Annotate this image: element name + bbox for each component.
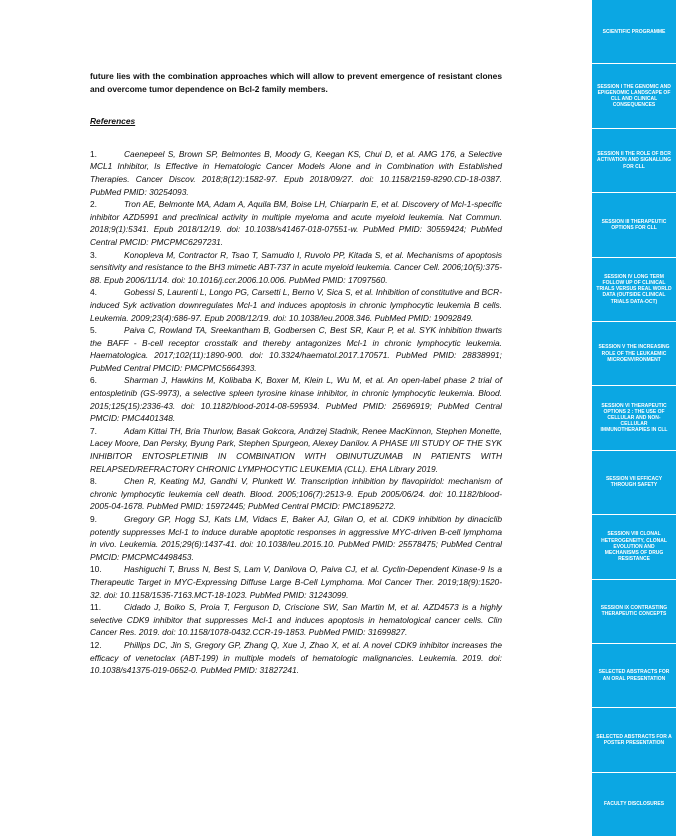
nav-session-5[interactable]: SESSION V THE INCREASING ROLE OF THE LEUKAEMIC MICROENVIRONMENT — [592, 322, 676, 386]
reference-text: Cidado J, Boiko S, Proia T, Ferguson D, Criscione SW, San Martin M, et al. AZD4573 is a highly selective CDK9 inhibitor that suppresses Mcl-1 and induces apoptosis in hematological cancer cells. Clin Cancer Res. 2019. doi: 10.1158/1078-0432.CCR-19-1853. PubMed PMID: 31699827. — [90, 602, 502, 638]
nav-faculty-disclosures[interactable]: FACULTY DISCLOSURES — [592, 773, 676, 836]
reference-number: 9. — [90, 514, 97, 524]
nav-session-6[interactable]: SESSION VI THERAPEUTIC OPTIONS 2 : THE USE OF CELLULAR AND NON-CELLULAR IMMUNOTHERAPIES IN CLL — [592, 386, 676, 450]
nav-session-4[interactable]: SESSION IV LONG TERM FOLLOW UP OF CLINICAL TRIALS VERSUS REAL WORLD DATA (OUTSIDE CLINICAL TRIALS DATA-OCT) — [592, 258, 676, 322]
reference-item — [90, 286, 502, 324]
reference-number: 5. — [90, 325, 97, 336]
reference-text: Hashiguchi T, Bruss N, Best S, Lam V, Danilova O, Paiva CJ, et al. Cyclin-Dependent Kinase-9 Is a Therapeutic Target in MYC-Expressing Diffuse Large B-Cell Lymphoma. Mol Cancer Ther. 2019;18(9):1520-32. doi: 10.1158/1535-7163.MCT-18-1023. PubMed PMID: 31243099. — [90, 564, 502, 600]
nav-session-7[interactable]: SESSION VII EFFICACY THROUGH SAFETY — [592, 451, 676, 515]
nav-session-8[interactable]: SESSION VIII CLONAL HETEROGENEITY, CLONAL EVOLUTION AND MECHANISMS OF DRUG RESISTANCE — [592, 515, 676, 579]
nav-session-1[interactable]: SESSION I THE GENOMIC AND EPIGENOMIC LANDSCAPE OF CLL AND CLINICAL CONSEQUENCES — [592, 64, 676, 128]
reference-item — [90, 601, 502, 639]
reference-number: 2. — [90, 199, 97, 210]
references-heading: References — [90, 116, 136, 127]
reference-text: Caenepeel S, Brown SP, Belmontes B, Moody G, Keegan KS, Chui D, et al. AMG 176, a Selective MCL1 Inhibitor, Is Effective in Hematologic Cancer Models Alone and in Combination with Established Therapies. Cancer Discov. 2018;8(12):1582-97. Epub 2018/09/27. doi: 10.1158/2159-8290.CD-18-0387. PubMed PMID: 30254093. — [90, 148, 502, 197]
nav-session-9[interactable]: SESSION IX CONTRASTING THERAPEUTIC CONCEPTS — [592, 580, 676, 644]
reference-item — [90, 639, 502, 677]
reference-item — [90, 249, 502, 287]
reference-text: Sharman J, Hawkins M, Kolibaba K, Boxer M, Klein L, Wu M, et al. An open-label phase 2 trial of entospletinib (GS-9973), a selective spleen tyrosine kinase inhibitor, in chronic lymphocytic leukemia. Blood. 2015;125(15):2336-43. doi: 10.1182/blood-2014-08-595934. PubMed PMID: 25696919; PubMed Central PMCID: PMC4401348. — [90, 375, 502, 424]
reference-text: Paiva C, Rowland TA, Sreekantham B, Godbersen C, Best SR, Kaur P, et al. SYK inhibition thwarts the BAFF - B-cell receptor crosstalk and thereby antagonizes Mcl-1 in chronic lymphocytic leukemia. Haematologica. 2017;102(11):1890-900. doi: 10.3324/haematol.2017.170571. PubMed PMID: 28838991; PubMed Central PMCID: PMCPMC5664393. — [90, 325, 502, 373]
reference-item — [90, 374, 502, 424]
reference-number: 11. — [90, 602, 102, 613]
reference-item — [90, 198, 502, 248]
reference-number: 12. — [90, 639, 102, 650]
intro-paragraph: future lies with the combination approaches which will allow to prevent emergence of resistant clones and overcome tumor dependence on Bcl-2 family members. — [90, 71, 502, 94]
nav-session-3[interactable]: SESSION III THERAPEUTIC OPTIONS FOR CLL — [592, 193, 676, 257]
nav-oral-abstracts[interactable]: SELECTED ABSTRACTS FOR AN ORAL PRESENTATION — [592, 644, 676, 708]
reference-text: Adam Kittai TH, Bria Thurlow, Basak Gokcora, Andrzej Stadnik, Renee MacKinnon, Stephen Monette, Lacey Moore, Dan Persky, Byung Park, Stephen Spurgeon, Alexey Danilov. A PHASE I/II STUDY OF THE SYK INHIBITOR ENTOSPLETINIB IN COMBINATION WITH OBINUTUZUMAB IN PATIENTS WITH RELAPSED/REFRACTORY CHRONIC LYMPHOCYTIC LEUKEMIA (CLL). EHA Library 2019. — [90, 425, 502, 474]
nav-scientific-programme[interactable]: SCIENTIFIC PROGRAMME — [592, 0, 676, 64]
reference-item — [90, 563, 502, 601]
section-sidebar — [592, 0, 676, 836]
reference-item — [90, 425, 502, 475]
reference-item — [90, 148, 502, 198]
reference-number: 6. — [90, 375, 97, 386]
reference-number: 4. — [90, 287, 97, 298]
reference-text: Chen R, Keating MJ, Gandhi V, Plunkett W. Transcription inhibition by flavopiridol: mechanism of chronic lymphocytic leukemia cell death. Blood. 2005;106(7):2513-9. Epub 2005/06/24. doi: 10.1182/blood-2005-04-1678. PubMed PMID: 15972445; PubMed Central PMCID: PMC1895272. — [90, 476, 502, 512]
reference-item — [90, 513, 502, 563]
reference-list — [90, 148, 502, 677]
reference-text: Phillips DC, Jin S, Gregory GP, Zhang Q, Xue J, Zhao X, et al. A novel CDK9 inhibitor increases the efficacy of venetoclax (ABT-199) in multiple models of hematologic malignancies. Leukemia. 2019. doi: 10.1038/s41375-019-0652-0. PubMed PMID: 31827241. — [90, 639, 502, 676]
document-body — [90, 70, 502, 677]
reference-item — [90, 324, 502, 374]
reference-text: Tron AE, Belmonte MA, Adam A, Aquila BM, Boise LH, Chiarparin E, et al. Discovery of Mcl-1-specific inhibitor AZD5991 and preclinical activity in multiple myeloma and acute myeloid leukemia. Nat Commun. 2018;9(1):5341. Epub 2018/12/19. doi: 10.1038/s41467-018-07551-w. PubMed PMID: 30559424; PubMed Central PMCID: PMCPMC6297231. — [90, 199, 502, 247]
reference-number: 1. — [90, 148, 97, 159]
reference-text: Gregory GP, Hogg SJ, Kats LM, Vidacs E, Baker AJ, Gilan O, et al. CDK9 inhibition by dinaciclib potently suppresses Mcl-1 to induce durable apoptotic responses in aggressive MYC-driven B-cell lymphoma in vivo. Leukemia. 2015;29(6):1437-41. doi: 10.1038/leu.2015.10. PubMed PMID: 25578475; PubMed Central PMCID: PMCPMC4498453. — [90, 514, 502, 562]
reference-item — [90, 475, 502, 513]
reference-text: Gobessi S, Laurenti L, Longo PG, Carsetti L, Berno V, Sica S, et al. Inhibition of constitutive and BCR-induced Syk activation downregulates Mcl-1 and induces apoptosis in chronic lymphocytic leukemia B cells. Leukemia. 2009;23(4):686-97. Epub 2008/12/19. doi: 10.1038/leu.2008.346. PubMed PMID: 19092849. — [90, 287, 502, 323]
reference-text: Konopleva M, Contractor R, Tsao T, Samudio I, Ruvolo PP, Kitada S, et al. Mechanisms of apoptosis sensitivity and resistance to the BH3 mimetic ABT-737 in acute myeloid leukemia. Cancer Cell. 2006;10(5):375-88. Epub 2006/11/14. doi: 10.1016/j.ccr.2006.10.006. PubMed PMID: 17097560. — [90, 249, 502, 285]
reference-number: 8. — [90, 476, 97, 487]
nav-session-2[interactable]: SESSION II THE ROLE OF BCR ACTIVATION AND SIGNALLING FOR CLL — [592, 129, 676, 193]
nav-poster-abstracts[interactable]: SELECTED ABSTRACTS FOR A POSTER PRESENTATION — [592, 708, 676, 772]
reference-number: 3. — [90, 249, 97, 260]
reference-number: 10. — [90, 564, 102, 575]
reference-number: 7. — [90, 425, 97, 436]
